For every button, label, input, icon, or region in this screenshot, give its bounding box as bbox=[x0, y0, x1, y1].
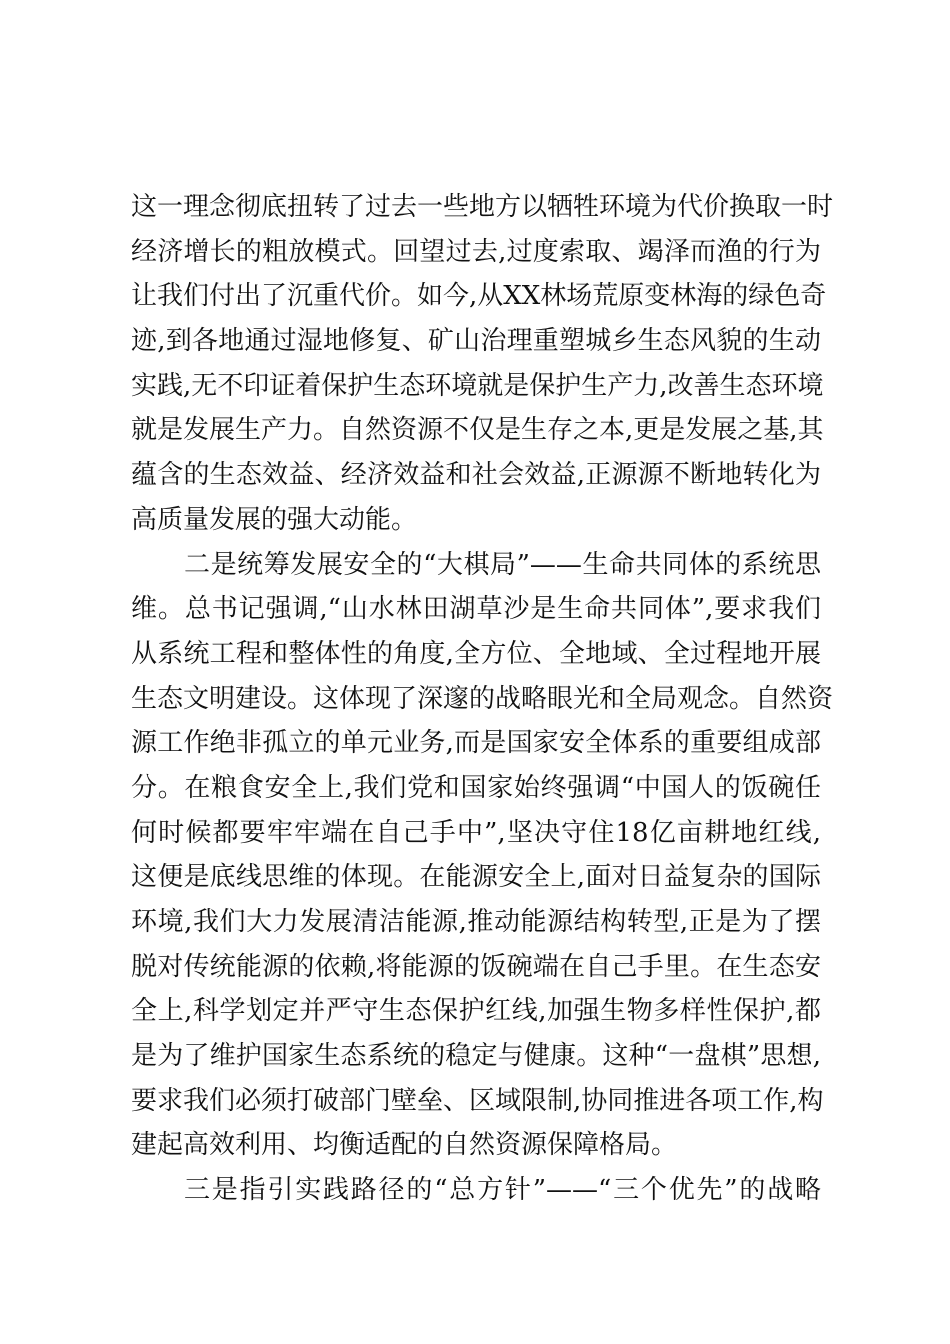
text-line: 源工作绝非孤立的单元业务,而是国家安全体系的重要组成部 bbox=[131, 728, 821, 759]
text-line: 就是发展生产力。自然资源不仅是生存之本,更是发展之基,其 bbox=[131, 415, 824, 446]
text-line: 是为了维护国家生态系统的稳定与健康。这种“一盘棋”思想, bbox=[131, 1041, 821, 1072]
text-line: 迹,到各地通过湿地修复、矿山治理重塑城乡生态风貌的生动 bbox=[131, 326, 821, 357]
text-line: 维。总书记强调,“山水林田湖草沙是生命共同体”,要求我们 bbox=[131, 594, 821, 625]
text-line: 从系统工程和整体性的角度,全方位、全地域、全过程地开展 bbox=[131, 638, 821, 669]
text-line: 三是指引实践路径的“总方针”——“三个优先”的战略 bbox=[184, 1175, 821, 1206]
paragraph bbox=[131, 1168, 821, 1213]
text-line: 让我们付出了沉重代价。如今,从XX林场荒原变林海的绿色奇 bbox=[131, 281, 827, 312]
text-line: 蕴含的生态效益、经济效益和社会效益,正源源不断地转化为 bbox=[131, 460, 821, 491]
text-line: 建起高效利用、均衡适配的自然资源保障格局。 bbox=[131, 1130, 678, 1161]
paragraph bbox=[131, 543, 834, 1169]
text-line: 经济增长的粗放模式。回望过去,过度索取、竭泽而渔的行为 bbox=[131, 236, 821, 267]
text-line: 何时候都要牢牢端在自己手中”,坚决守住18亿亩耕地红线, bbox=[131, 817, 821, 848]
text-line: 实践,无不印证着保护生态环境就是保护生产力,改善生态环境 bbox=[131, 370, 824, 401]
text-line: 脱对传统能源的依赖,将能源的饭碗端在自己手里。在生态安 bbox=[131, 951, 821, 982]
text-line: 环境,我们大力发展清洁能源,推动能源结构转型,正是为了摆 bbox=[131, 907, 821, 937]
text-line: 分。在粮食安全上,我们党和国家始终强调“中国人的饭碗任 bbox=[131, 772, 821, 803]
text-line: 高质量发展的强大动能。 bbox=[131, 504, 418, 535]
text-line: 要求我们必须打破部门壁垒、区域限制,协同推进各项工作,构 bbox=[131, 1085, 824, 1116]
text-line: 全上,科学划定并严守生态保护红线,加强生物多样性保护,都 bbox=[131, 996, 821, 1027]
text-line: 这一理念彻底扭转了过去一些地方以牺牲环境为代价换取一时 bbox=[131, 192, 834, 222]
paragraph bbox=[131, 185, 834, 543]
text-line: 这便是底线思维的体现。在能源安全上,面对日益复杂的国际 bbox=[131, 862, 821, 893]
document-page bbox=[131, 185, 834, 1213]
text-line: 二是统筹发展安全的“大棋局”——生命共同体的系统思 bbox=[184, 549, 821, 580]
text-line: 生态文明建设。这体现了深邃的战略眼光和全局观念。自然资 bbox=[131, 683, 834, 714]
